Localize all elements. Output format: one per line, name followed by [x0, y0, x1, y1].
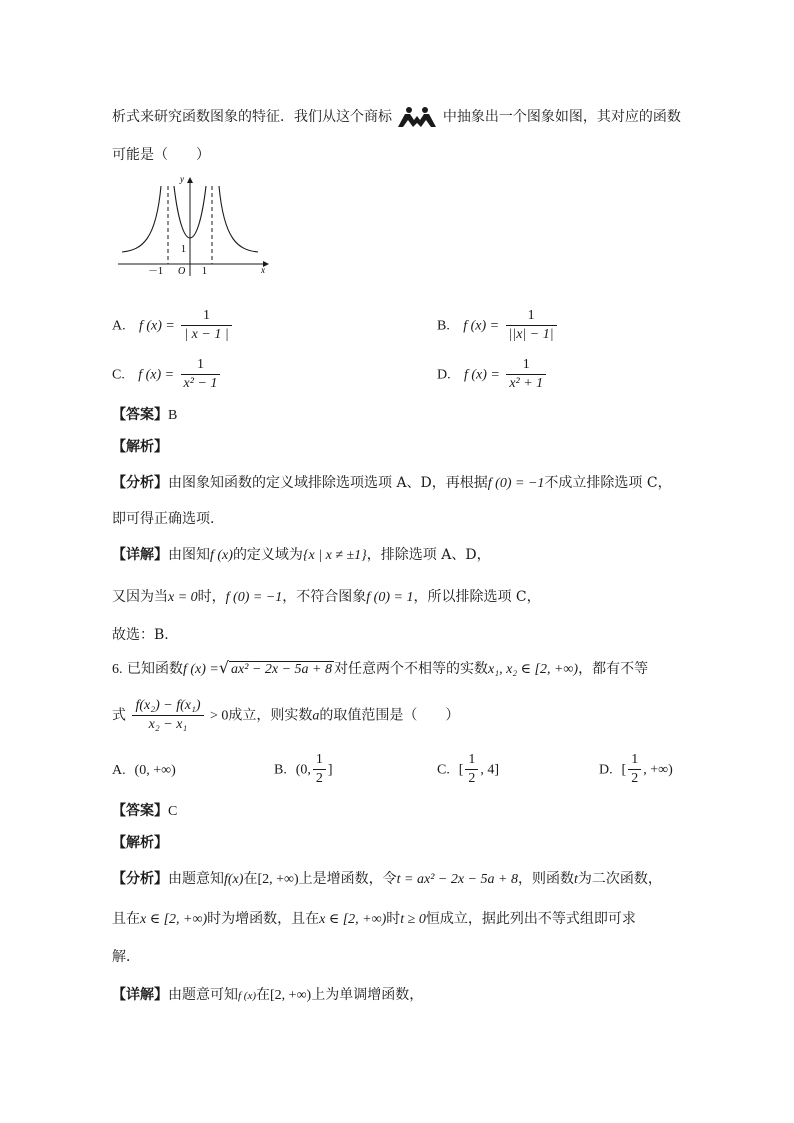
- q6-stem-line-1: 6. 已知函数f (x) =√ ax² − 2x − 5a + 8 对任意两个不相等的实数x₁, x₂ ∈ [2, +∞)，都有不等: [112, 658, 649, 677]
- q5-option-c: C. f (x) = $\frac{1}{\text{x² − 1}}$: [112, 357, 222, 392]
- kappa-logo-icon: [396, 106, 438, 128]
- q5-conclusion: 故选：B.: [112, 627, 169, 643]
- tick-label-y1: 1: [181, 244, 186, 255]
- q6-analysis-tag: 【解析】: [112, 835, 168, 851]
- q6-detail-line-1: 【详解】由题意可知f (x)在[2, +∞)上为单调增函数，: [112, 987, 424, 1003]
- q5-fenxi-line-2: 即可得正确选项.: [112, 511, 215, 527]
- q6-option-a: A. (0, +∞): [112, 763, 176, 778]
- q6-option-d: D. [ $\frac{1}{2}$ , +∞): [599, 752, 673, 786]
- q5-option-b: B. f (x) = $\frac{1}{||x| - 1|}$: [437, 308, 559, 343]
- q6-fenxi-line-2: 且在x ∈ [2, +∞)时为增函数，且在x ∈ [2, +∞)时t ≥ 0恒成立，据此列出不等式组即可求: [112, 911, 636, 927]
- intro-line-2: 可能是（ ）: [112, 147, 210, 163]
- function-graph: [112, 172, 272, 278]
- q6-answer: 【答案】C: [112, 803, 178, 819]
- q6-fenxi-line-1: 【分析】由题意知f(x)在[2, +∞)上是增函数，令t = ax² − 2x − 5a + 8，则函数t为二次函数，: [112, 871, 662, 887]
- q6-fenxi-line-3: 解．: [112, 949, 140, 965]
- tick-label-neg1: －1: [148, 266, 163, 277]
- curve-left-branch: [122, 186, 161, 252]
- q5-detail-line-2: 又因为当x = 0时，f (0) = −1，不符合图象f (0) = 1，所以排除选项 C，: [112, 589, 541, 605]
- q6-option-b: B. (0, $\frac{1}{2}$ ]: [274, 752, 333, 786]
- intro-text-after-logo: 中抽象出一个图象如图，其对应的函数: [442, 109, 681, 125]
- origin-label: O: [178, 266, 186, 277]
- intro-text-before-logo: 析式来研究函数图象的特征．我们从这个商标: [112, 109, 392, 125]
- tick-label-pos1: 1: [202, 266, 207, 277]
- q5-option-d: D. f (x) = $\frac{1}{\text{x² + 1}}$: [437, 357, 548, 392]
- q5-fenxi-line-1: 【分析】由图象知函数的定义域排除选项选项 A、D，再根据f (0) = −1不成立排除选项 C，: [112, 475, 672, 491]
- q6-stem-line-2: 式 $\frac{\text{f(x₂) − f(x₁)}}{\text{x₂ − x₁}}$ > 0成立，则实数a的取值范围是（ ）: [112, 698, 460, 732]
- q6-option-c: C. [ $\frac{1}{2}$ , 4]: [437, 752, 500, 786]
- y-axis-label: y: [180, 174, 184, 184]
- q5-option-a: A. f (x) = $\frac{1}{| x - 1 |}$: [112, 308, 234, 343]
- q5-analysis-tag: 【解析】: [112, 439, 168, 455]
- intro-line-1: [112, 106, 681, 128]
- q5-answer: 【答案】B: [112, 407, 178, 423]
- curve-right-branch: [219, 186, 258, 252]
- x-axis-label: x: [261, 265, 265, 275]
- q5-detail-line-1: 【详解】由图知f (x)的定义域为{x | x ≠ ±1}，排除选项 A、D，: [112, 547, 491, 563]
